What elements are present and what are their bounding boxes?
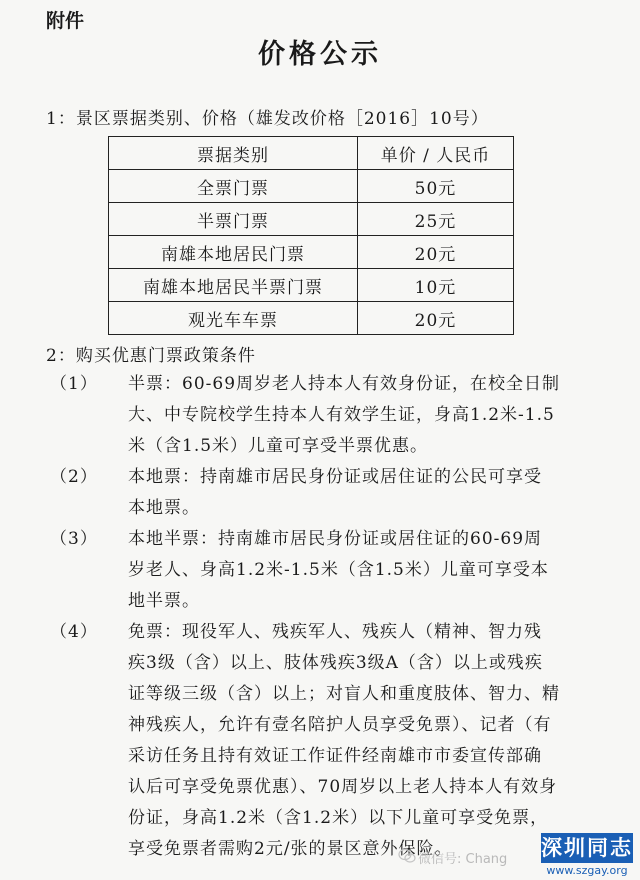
ticket-price-cell: 10元 (358, 269, 514, 302)
table-row (109, 302, 514, 335)
item-text-line: 免票：现役军人、残疾军人、残疾人（精神、智力残 (128, 622, 542, 642)
wechat-icon (398, 848, 416, 864)
ticket-price-cell: 25元 (358, 203, 514, 236)
item-number: （2） (50, 467, 98, 487)
ticket-type-cell: 南雄本地居民半票门票 (109, 269, 358, 302)
table-row (109, 203, 514, 236)
table-row (109, 269, 514, 302)
item-text-line: 岁老人、身高1.2米-1.5米（含1.5米）儿童可享受本 (128, 560, 549, 580)
item-text-line: 本地票：持南雄市居民身份证或居住证的公民可享受 (128, 467, 542, 487)
section1-heading: 1：景区票据类别、价格（雄发改价格［2016］10号） (46, 109, 489, 129)
policy-list (50, 369, 590, 865)
list-item (50, 462, 590, 524)
watermark-text: 微信号: Chang (418, 852, 508, 867)
attachment-label: 附件 (46, 10, 85, 32)
ticket-type-cell: 南雄本地居民门票 (109, 236, 358, 269)
item-text-line: 疾3级（含）以上、肢体残疾3级A（含）以上或残疾 (128, 653, 543, 673)
item-text-line: 享受免票者需购2元/张的景区意外保险。 (128, 839, 453, 859)
section2-heading: 2：购买优惠门票政策条件 (46, 346, 256, 366)
price-table (108, 136, 514, 335)
item-text-line: 份证，身高1.2米（含1.2米）以下儿童可享受免票， (128, 808, 549, 828)
item-text-line: 证等级三级（含）以上；对盲人和重度肢体、智力、精 (128, 684, 560, 704)
item-text-line: 本地票。 (128, 498, 200, 518)
ticket-price-cell: 20元 (358, 302, 514, 335)
ticket-type-cell: 半票门票 (109, 203, 358, 236)
item-number: （1） (50, 374, 98, 394)
ticket-type-cell: 全票门票 (109, 170, 358, 203)
item-text-line: 米（含1.5米）儿童可享受半票优惠。 (128, 436, 429, 456)
table-row (109, 236, 514, 269)
item-text-line: 采访任务且持有效证工作证件经南雄市市委宣传部确 (128, 746, 542, 766)
ticket-type-cell: 观光车车票 (109, 302, 358, 335)
page-title: 价格公示 (258, 39, 382, 70)
table-header-row (109, 137, 514, 170)
item-text-line: 神残疾人，允许有壹名陪护人员享受免票）、记者（有 (128, 715, 552, 735)
list-item (50, 369, 590, 462)
table-header-cell: 单价 / 人民币 (358, 137, 514, 170)
ticket-price-cell: 20元 (358, 236, 514, 269)
item-text-line: 大、中专院校学生持本人有效学生证，身高1.2米-1.5 (128, 405, 555, 425)
ticket-price-cell: 50元 (358, 170, 514, 203)
item-text-line: 本地半票：持南雄市居民身份证或居住证的60-69周 (128, 529, 543, 549)
logo-url: www.szgay.org (546, 864, 628, 877)
item-number: （3） (50, 529, 98, 549)
item-text-line: 半票：60-69周岁老人持本人有效身份证，在校全日制 (128, 374, 561, 394)
item-text-line: 认后可享受免票优惠）、70周岁以上老人持本人有效身 (128, 777, 558, 797)
site-logo: 深圳同志 (541, 833, 633, 863)
item-number: （4） (50, 622, 98, 642)
table-row (109, 170, 514, 203)
list-item (50, 524, 590, 617)
item-text-line: 地半票。 (128, 591, 200, 611)
table-header-cell: 票据类别 (109, 137, 358, 170)
list-item (50, 617, 590, 865)
